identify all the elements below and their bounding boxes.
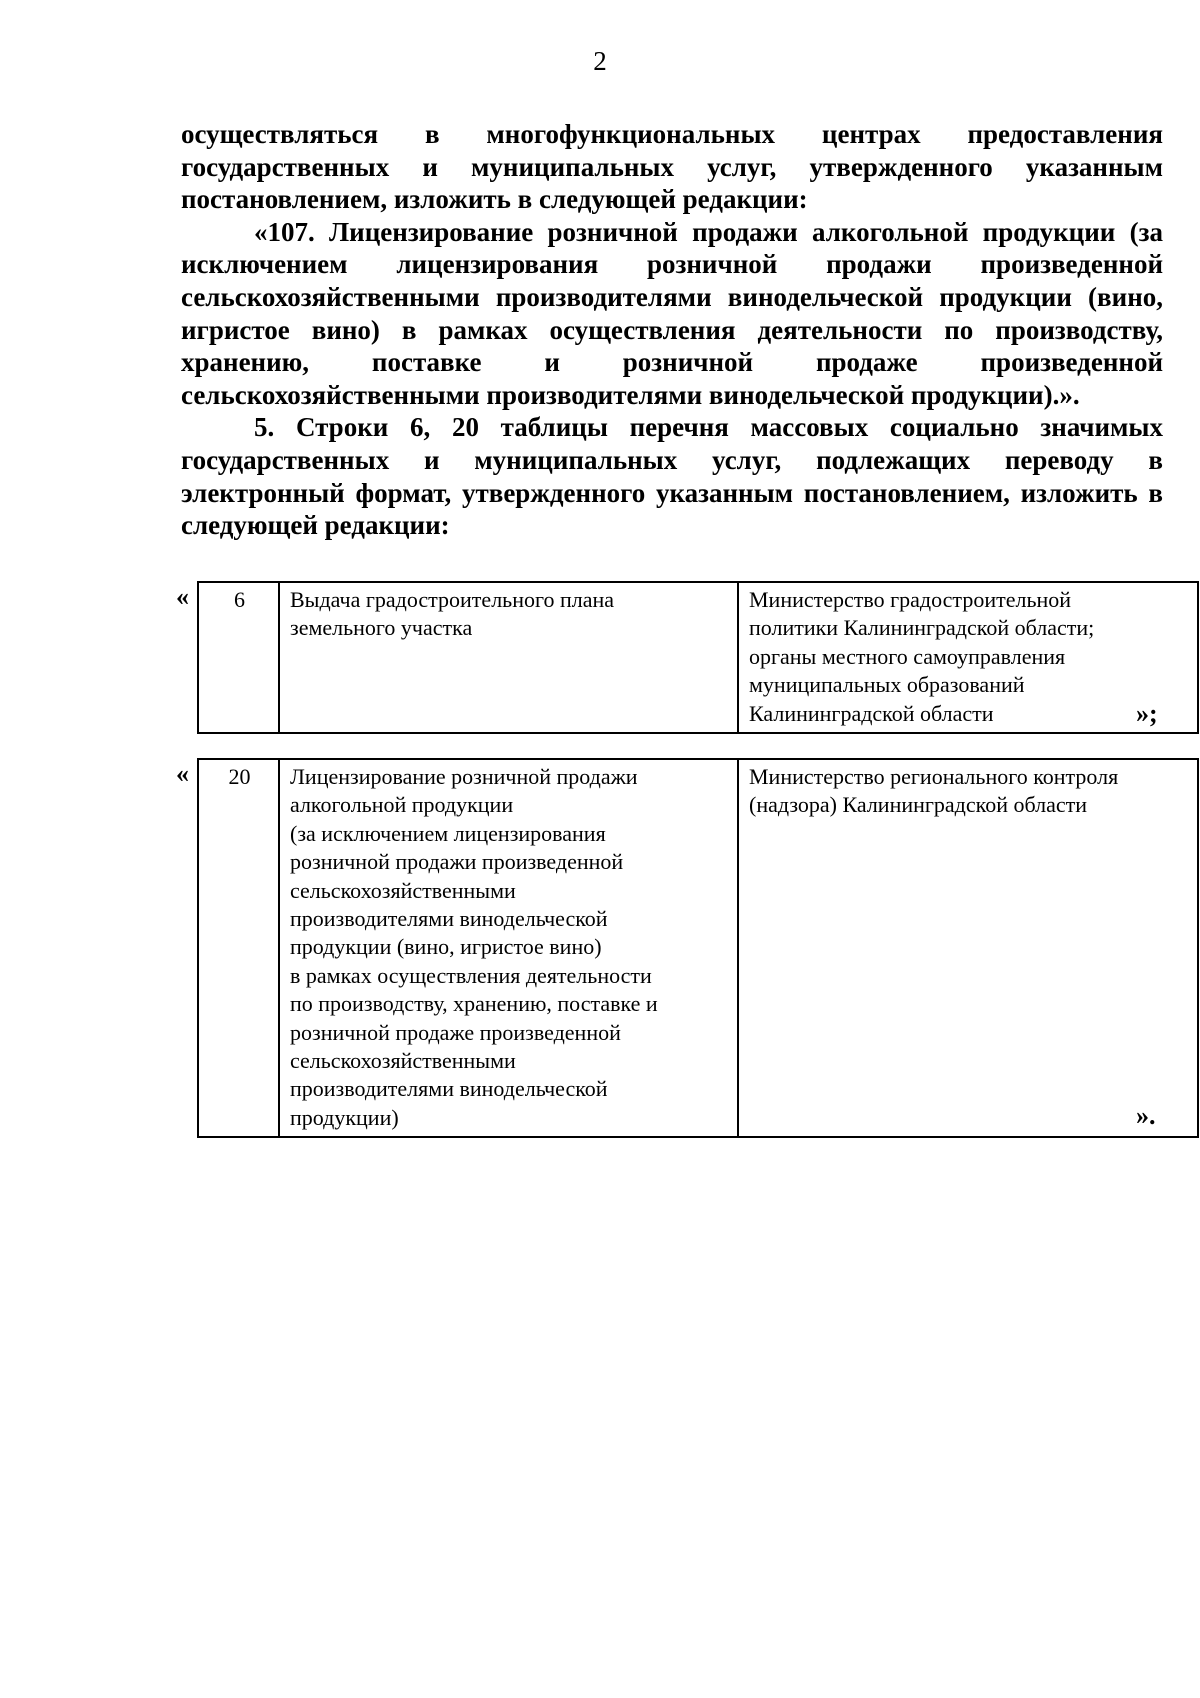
paragraph-item-107: «107. Лицензирование розничной продажи алкогольной продукции (за исключением лицензирования розничной продажи произведенной сельскохозяйственными производителями винодельческой продукции (вино, игристое вино) в рамках осуществления деятельности по производству, хранению, поставке и розничной продаже произведенной сельскохозяйственными производителями винодельческой продукции).».	[181, 216, 1163, 410]
responsible-body-line: органы местного самоуправления	[749, 643, 1066, 669]
service-name-cell	[279, 759, 738, 1137]
service-name-line: производителями винодельческой	[290, 1076, 608, 1102]
row-number-text: 20	[228, 764, 251, 789]
row-number-text: 6	[234, 587, 245, 612]
service-name-line: продукции)	[290, 1104, 399, 1130]
service-table-row-20	[197, 758, 1199, 1138]
responsible-body-line: (надзора) Калининградской области	[749, 792, 1088, 818]
quote-open-row-6: «	[176, 582, 189, 611]
service-table-row-6	[197, 581, 1199, 734]
service-name-cell	[279, 582, 738, 733]
responsible-body-cell	[738, 582, 1198, 733]
service-name-line: земельного участка	[290, 615, 473, 641]
service-name-line: в рамках осуществления деятельности	[290, 962, 652, 988]
service-name-line: Лицензирование розничной продажи	[290, 764, 638, 789]
service-name-line: розничной продаже произведенной	[290, 1019, 621, 1045]
service-name-line: Выдача градостроительного плана	[290, 587, 615, 612]
quote-close-row-20: ».	[1136, 1101, 1156, 1130]
body-text	[181, 118, 1163, 542]
service-name-line: розничной продажи произведенной	[290, 849, 624, 875]
responsible-body-line: Министерство градостроительной	[749, 587, 1072, 612]
service-name-line: (за исключением лицензирования	[290, 820, 606, 846]
responsible-body-line: политики Калининградской области;	[749, 615, 1095, 641]
service-name-line: алкогольной продукции	[290, 792, 514, 818]
row-number	[198, 582, 279, 733]
paragraph-continuation: осуществляться в многофункциональных центрах предоставления государственных и муниципальных услуг, утвержденного указанным постановлением, изложить в следующей редакции:	[181, 119, 1163, 215]
service-name-line: сельскохозяйственными	[290, 1048, 516, 1074]
service-name-line: сельскохозяйственными	[290, 877, 516, 903]
service-name-line: по производству, хранению, поставке и	[290, 991, 658, 1017]
quote-close-row-6: »;	[1136, 699, 1158, 728]
responsible-body-line: Министерство регионального контроля	[749, 764, 1119, 789]
page-number: 2	[593, 46, 607, 76]
responsible-body-line: муниципальных образований	[749, 672, 1025, 698]
table-row	[198, 582, 1198, 733]
table-row	[198, 759, 1198, 1137]
service-name-line: продукции (вино, игристое вино)	[290, 934, 602, 960]
service-name-line: производителями винодельческой	[290, 906, 608, 932]
row-number	[198, 759, 279, 1137]
quote-open-row-20: «	[176, 759, 189, 788]
responsible-body-cell	[738, 759, 1198, 1137]
responsible-body-line: Калининградской области	[749, 700, 994, 726]
paragraph-item-5: 5. Строки 6, 20 таблицы перечня массовых социально значимых государственных и муниципальных услуг, подлежащих переводу в электронный формат, утвержденного указанным постановлением, изложить в следующей редакции:	[181, 412, 1163, 541]
